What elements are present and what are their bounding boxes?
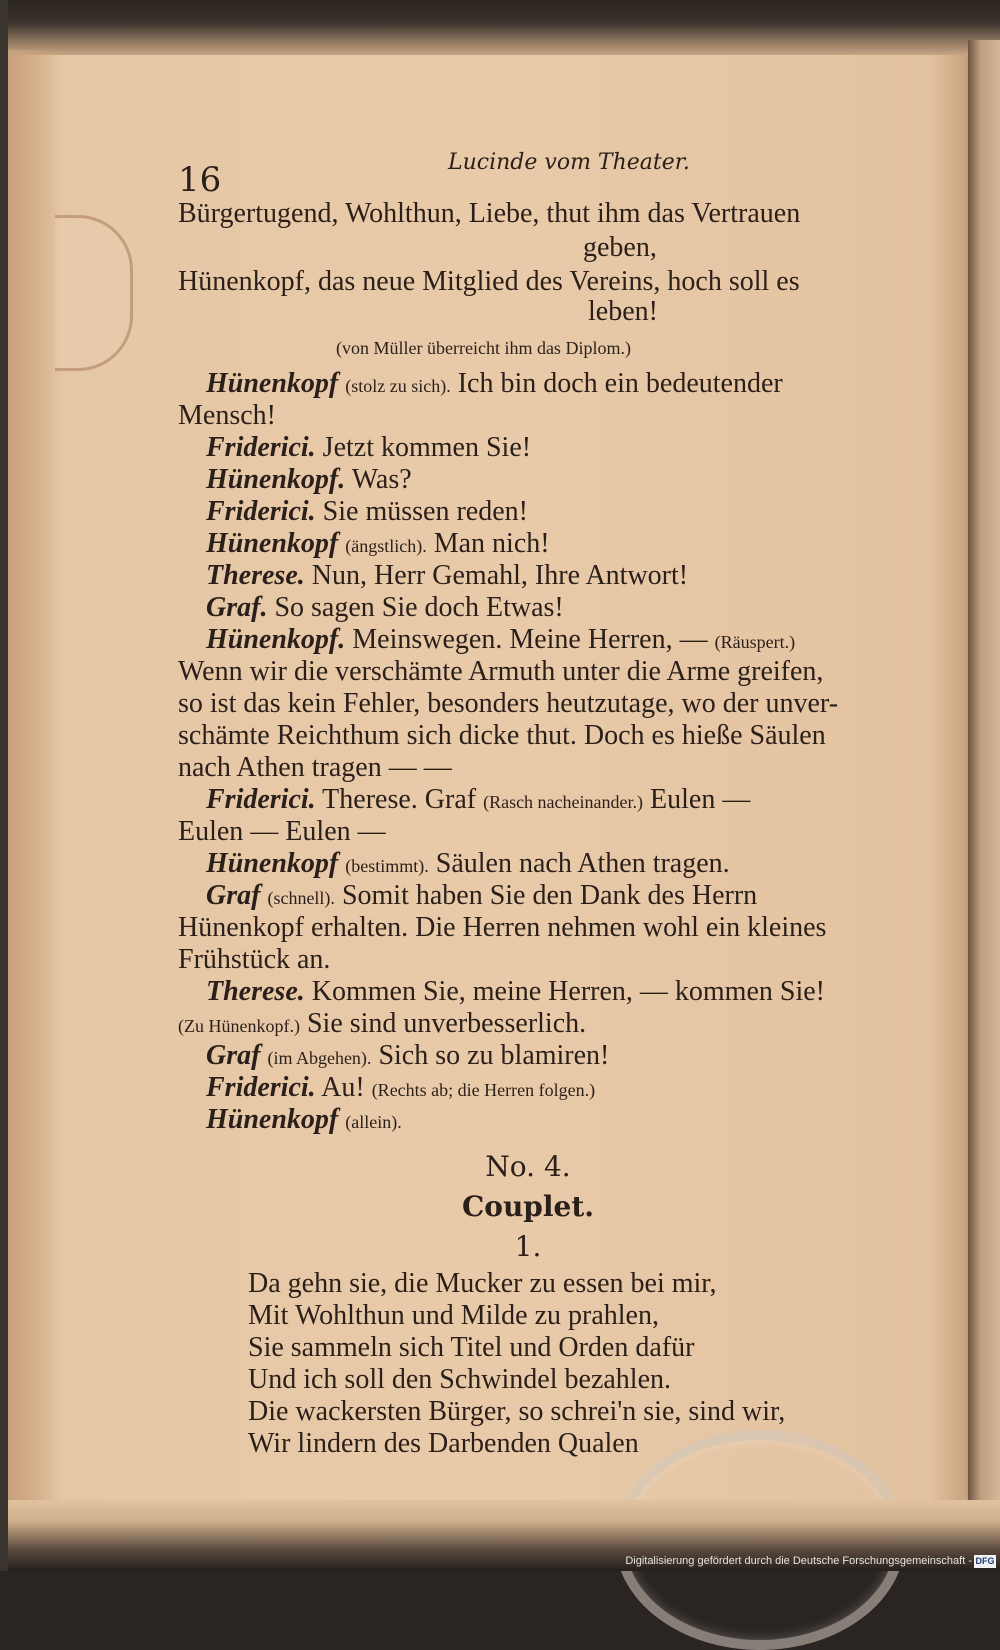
page-number: 16 <box>178 160 222 200</box>
dialogue-line: Friderici. Jetzt kommen Sie! <box>206 432 532 463</box>
text-line: Hünenkopf, das neue Mitglied des Vereins, hoch soll es <box>178 266 800 297</box>
dialogue-line: Hünenkopf. Meinswegen. Meine Herren, — (Räuspert.) <box>206 624 796 655</box>
dialogue-line: Therese. Nun, Herr Gemahl, Ihre Antwort! <box>206 560 689 591</box>
text-line: Hünenkopf erhalten. Die Herren nehmen wohl ein kleines <box>178 912 827 943</box>
adjacent-page-edge <box>968 40 1000 1510</box>
dialogue-line: Hünenkopf. Was? <box>206 464 412 495</box>
dialogue-line: Hünenkopf (allein). <box>206 1104 402 1135</box>
text-line: Eulen — Eulen — <box>178 816 386 847</box>
dialogue-line: Friderici. Sie müssen reden! <box>206 496 528 527</box>
text-line: so ist das kein Fehler, besonders heutzutage, wo der unver- <box>178 688 839 719</box>
text-line: leben! <box>588 296 658 327</box>
text-line: Wenn wir die verschämte Armuth unter die Arme greifen, <box>178 656 824 687</box>
dialogue-line: Graf. So sagen Sie doch Etwas! <box>206 592 564 623</box>
page-top-edge <box>8 0 1000 55</box>
dialogue-line: Friderici. Therese. Graf (Rasch nacheinander.) Eulen — <box>206 784 751 815</box>
page-clip <box>55 215 133 371</box>
text-line: Frühstück an. <box>178 944 331 975</box>
dialogue-line: Hünenkopf (ängstlich). Man nich! <box>206 528 550 559</box>
text-line: Bürgertugend, Wohlthun, Liebe, thut ihm das Vertrauen <box>178 198 801 229</box>
verse-line: Da gehn sie, die Mucker zu essen bei mir, <box>248 1268 717 1299</box>
text-line: schämte Reichthum sich dicke thut. Doch es hieße Säulen <box>178 720 826 751</box>
dialogue-line: Friderici. Au! (Rechts ab; die Herren folgen.) <box>206 1072 596 1103</box>
text-line: Mensch! <box>178 400 276 431</box>
digitization-credit: Digitalisierung gefördert durch die Deutsche Forschungsgemeinschaft - <box>625 1555 972 1567</box>
text-line: nach Athen tragen — — <box>178 752 452 783</box>
text-line: geben, <box>583 232 657 263</box>
verse-line: Und ich soll den Schwindel bezahlen. <box>248 1364 672 1395</box>
running-title: Lucinde vom Theater. <box>448 150 690 175</box>
verse-line: Sie sammeln sich Titel und Orden dafür <box>248 1332 695 1363</box>
song-title: Couplet. <box>461 1190 595 1223</box>
verse-line: Die wackersten Bürger, so schrei'n sie, sind wir, <box>248 1396 786 1427</box>
dialogue-line: (Zu Hünenkopf.) Sie sind unverbesserlich. <box>178 1008 587 1039</box>
stage-direction: (von Müller überreicht ihm das Diplom.) <box>336 338 631 358</box>
dialogue-line: Graf (im Abgehen). Sich so zu blamiren! <box>206 1040 610 1071</box>
page-header <box>178 150 938 200</box>
dialogue-line: Therese. Kommen Sie, meine Herren, — kommen Sie! <box>206 976 825 1007</box>
verse-line: Mit Wohlthun und Milde zu prahlen, <box>248 1300 659 1331</box>
song-number: No. 4. <box>485 1150 571 1183</box>
dialogue-line: Graf (schnell). Somit haben Sie den Dank des Herrn <box>206 880 758 911</box>
dfg-logo: DFG <box>975 1556 995 1566</box>
dialogue-line: Hünenkopf (stolz zu sich). Ich bin doch ein bedeutender <box>206 368 783 399</box>
stanza-number: 1. <box>514 1230 542 1263</box>
verse-line: Wir lindern des Darbenden Qualen <box>248 1428 639 1459</box>
dialogue-line: Hünenkopf (bestimmt). Säulen nach Athen tragen. <box>206 848 730 879</box>
